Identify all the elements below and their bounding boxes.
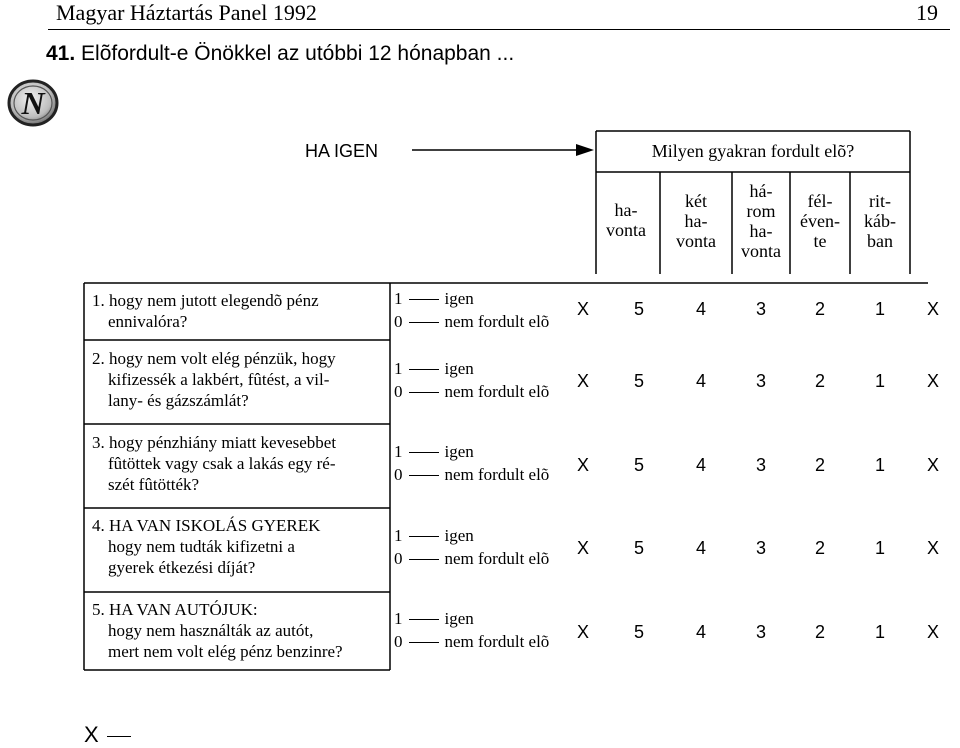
no-label: nem fordult elõ	[444, 312, 550, 331]
question-line: 5. HA VAN AUTÓJUK:	[92, 600, 258, 619]
col-line: te	[813, 231, 827, 251]
col-line: ha-	[684, 211, 708, 231]
yes-label: igen	[444, 442, 474, 461]
response-options-1	[394, 287, 549, 333]
leader-dash	[409, 619, 439, 620]
page-number: 19	[916, 0, 938, 25]
leader-dash	[409, 642, 439, 643]
response-options-4	[394, 524, 549, 570]
question-text: Elõfordult-e Önökkel az utóbbi 12 hónapban ...	[81, 42, 515, 65]
code-x[interactable]: X	[926, 371, 939, 391]
no-code: 0	[394, 465, 403, 484]
col-line: vonta	[741, 241, 781, 261]
col-line: két	[685, 191, 707, 211]
col-line: rom	[746, 201, 776, 221]
response-yes[interactable]	[394, 524, 549, 547]
code-2[interactable]: 2	[814, 622, 825, 642]
code-2[interactable]: 2	[814, 299, 825, 319]
question-line: lany- és gázszámlát?	[108, 391, 249, 410]
col-line: vonta	[606, 220, 646, 240]
col-line: vonta	[676, 231, 716, 251]
question-line: gyerek étkezési díját?	[108, 558, 256, 577]
code-5[interactable]: 5	[633, 455, 644, 475]
question-item-2	[92, 348, 388, 411]
code-3[interactable]: 3	[755, 299, 766, 319]
response-no[interactable]	[394, 547, 549, 570]
question-line: 1. hogy nem jutott elegendõ pénz	[92, 291, 319, 310]
yes-code: 1	[394, 609, 403, 628]
code-2[interactable]: 2	[814, 538, 825, 558]
question-line: hogy nem használták az autót,	[108, 621, 314, 640]
freq-col-semiannual	[790, 191, 850, 251]
logo-letter: N	[21, 85, 45, 121]
footer-x-mark: X	[84, 722, 99, 747]
code-4[interactable]: 4	[695, 455, 706, 475]
code-x[interactable]: X	[576, 455, 589, 475]
question-line: szét fûtötték?	[108, 475, 200, 494]
if-yes-label: HA IGEN	[305, 141, 379, 161]
frequency-heading: Milyen gyakran fordult elõ?	[651, 141, 855, 161]
code-x[interactable]: X	[576, 299, 589, 319]
no-label: nem fordult elõ	[444, 632, 550, 651]
code-x[interactable]: X	[576, 538, 589, 558]
code-4[interactable]: 4	[695, 622, 706, 642]
yes-label: igen	[444, 526, 474, 545]
response-yes[interactable]	[394, 607, 549, 630]
question-item-1	[92, 290, 388, 332]
col-line: éven-	[800, 211, 840, 231]
code-5[interactable]: 5	[633, 538, 644, 558]
code-1[interactable]: 1	[874, 299, 885, 319]
question-item-4	[92, 515, 388, 578]
code-3[interactable]: 3	[755, 622, 766, 642]
response-no[interactable]	[394, 310, 549, 333]
no-label: nem fordult elõ	[444, 382, 550, 401]
no-code: 0	[394, 632, 403, 651]
freq-col-monthly	[596, 200, 656, 240]
response-options-5	[394, 607, 549, 653]
col-line: ha-	[614, 200, 638, 220]
code-4[interactable]: 4	[695, 538, 706, 558]
question-line: ennivalóra?	[108, 312, 188, 331]
code-x[interactable]: X	[926, 299, 939, 319]
yes-code: 1	[394, 526, 403, 545]
leader-dash	[409, 452, 439, 453]
code-1[interactable]: 1	[874, 622, 885, 642]
freq-col-bimonthly	[660, 191, 732, 251]
yes-label: igen	[444, 289, 474, 308]
code-1[interactable]: 1	[874, 455, 885, 475]
response-no[interactable]	[394, 630, 549, 653]
col-line: fél-	[807, 191, 833, 211]
leader-dash	[409, 559, 439, 560]
code-x[interactable]: X	[576, 622, 589, 642]
question-number: 41.	[46, 42, 76, 65]
code-5[interactable]: 5	[633, 371, 644, 391]
question-line: 2. hogy nem volt elég pénzük, hogy	[92, 349, 336, 368]
response-yes[interactable]	[394, 357, 549, 380]
col-line: há-	[749, 181, 773, 201]
question-line: fûtöttek vagy csak a lakás egy ré-	[108, 454, 336, 473]
code-1[interactable]: 1	[874, 538, 885, 558]
yes-code: 1	[394, 359, 403, 378]
code-5[interactable]: 5	[633, 299, 644, 319]
footer-dash	[107, 736, 131, 737]
code-x[interactable]: X	[926, 622, 939, 642]
question-line: kifizessék a lakbért, fûtést, a vil-	[108, 370, 330, 389]
no-code: 0	[394, 312, 403, 331]
freq-col-quarterly	[732, 181, 790, 261]
code-2[interactable]: 2	[814, 371, 825, 391]
code-x[interactable]: X	[576, 371, 589, 391]
no-code: 0	[394, 382, 403, 401]
header-rule	[48, 29, 950, 30]
code-2[interactable]: 2	[814, 455, 825, 475]
leader-dash	[409, 475, 439, 476]
question-item-5	[92, 599, 388, 662]
response-no[interactable]	[394, 380, 549, 403]
response-yes[interactable]	[394, 287, 549, 310]
leader-dash	[409, 322, 439, 323]
code-3[interactable]: 3	[755, 538, 766, 558]
col-line: káb-	[864, 211, 896, 231]
circled-n-logo-icon	[6, 78, 60, 128]
code-5[interactable]: 5	[633, 622, 644, 642]
question-line: mert nem volt elég pénz benzinre?	[108, 642, 343, 661]
code-4[interactable]: 4	[695, 371, 706, 391]
col-line: ha-	[749, 221, 773, 241]
leader-dash	[409, 392, 439, 393]
leader-dash	[409, 536, 439, 537]
no-label: nem fordult elõ	[444, 549, 550, 568]
response-options-3	[394, 440, 549, 486]
code-x[interactable]: X	[926, 538, 939, 558]
header-title: Magyar Háztartás Panel 1992	[56, 0, 317, 25]
yes-label: igen	[444, 609, 474, 628]
leader-dash	[409, 299, 439, 300]
col-line: rit-	[869, 191, 891, 211]
code-3[interactable]: 3	[755, 371, 766, 391]
col-line: ban	[867, 231, 893, 251]
no-label: nem fordult elõ	[444, 465, 550, 484]
response-options-2	[394, 357, 549, 403]
right-arrow-icon	[410, 140, 596, 160]
no-code: 0	[394, 549, 403, 568]
question-title	[46, 42, 514, 66]
freq-col-rarely	[850, 191, 910, 251]
yes-code: 1	[394, 442, 403, 461]
page-header	[0, 0, 960, 36]
yes-code: 1	[394, 289, 403, 308]
code-4[interactable]: 4	[695, 299, 706, 319]
question-line: 3. hogy pénzhiány miatt kevesebbet	[92, 433, 337, 452]
question-item-3	[92, 432, 388, 495]
response-yes[interactable]	[394, 440, 549, 463]
question-line: 4. HA VAN ISKOLÁS GYEREK	[92, 516, 321, 535]
yes-label: igen	[444, 359, 474, 378]
response-no[interactable]	[394, 463, 549, 486]
code-1[interactable]: 1	[874, 371, 885, 391]
code-3[interactable]: 3	[755, 455, 766, 475]
code-x[interactable]: X	[926, 455, 939, 475]
question-line: hogy nem tudták kifizetni a	[108, 537, 295, 556]
leader-dash	[409, 369, 439, 370]
